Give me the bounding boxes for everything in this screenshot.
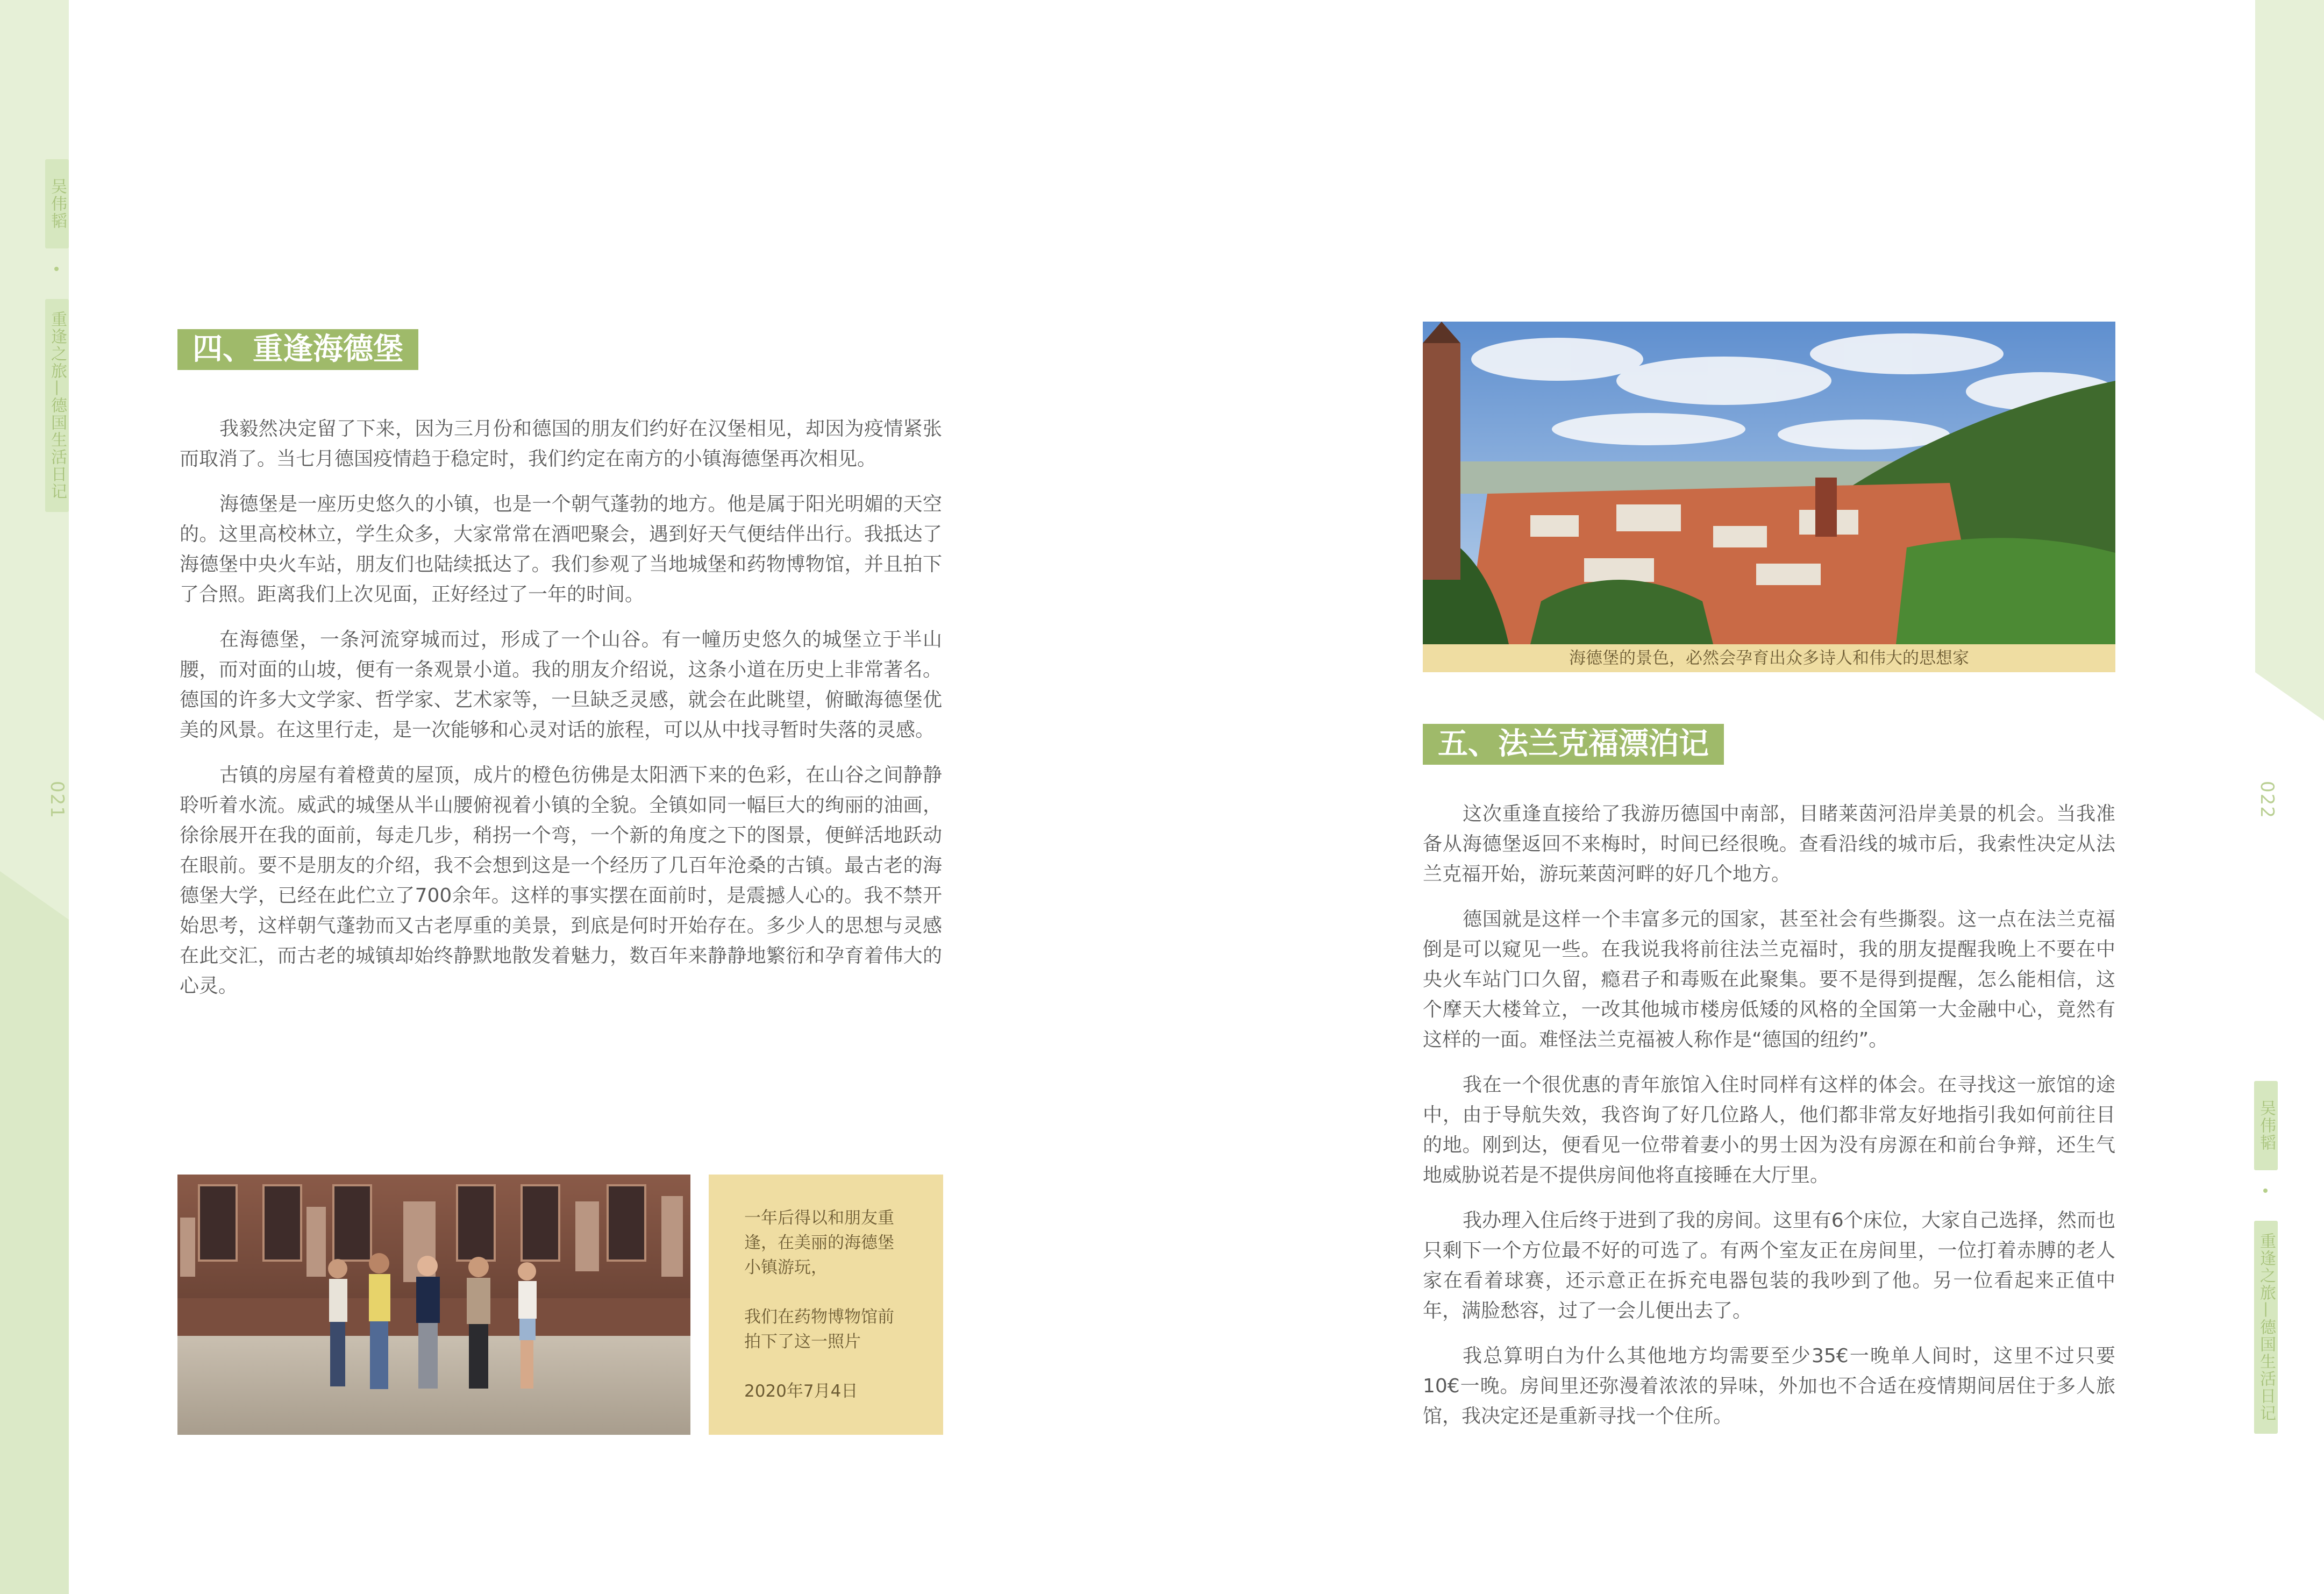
paragraph: 在海德堡，一条河流穿城而过，形成了一个山谷。有一幢历史悠久的城堡立于半山腰，而对面的山坡，便有一条观景小道。我的朋友介绍说，这条小道在历史上非常著名。德国的许多大文学家、哲学家、艺术家等，一旦缺乏灵感，就会在此眺望，俯瞰海德堡优美的风景。在这里行走，是一次能够和心灵对话的旅程，可以从中找寻暂时失落的灵感。 (180, 629, 942, 741)
note-line: 逢，在美丽的海德堡 (744, 1233, 894, 1253)
paragraph: 我总算明白为什么其他地方均需要至少35€一晚单人间时，这里不过只要10€一晚。房间里还弥漫着浓浓的异味，外加也不合适在疫情期间居住于多人旅馆，我决定还是重新寻找一个住所。 (1423, 1345, 2115, 1427)
side-tab-book-right: 重逢之旅—德国生活日记 (2254, 1221, 2278, 1434)
page-number-right: 022 (2256, 781, 2278, 819)
section-heading-heidelberg: 四、重逢海德堡 (177, 329, 418, 370)
note-date: 2020年7月4日 (744, 1382, 858, 1401)
paragraph: 我在一个很优惠的青年旅馆入住时同样有这样的体会。在寻找这一旅馆的途中，由于导航失效，我咨询了好几位路人，他们都非常友好地指引我如何前往目的地。刚到达，便看见一位带着妻小的男士因为没有房源在和前台争辩，还生气地威胁说若是不提供房间他将直接睡在大厅里。 (1423, 1074, 2115, 1186)
section-heading-frankfurt: 五、法兰克福漂泊记 (1423, 724, 1724, 765)
group-photo (177, 1175, 690, 1435)
paragraph: 德国就是这样一个丰富多元的国家，甚至社会有些撕裂。这一点在法兰克福倒是可以窥见一些。在我说我将前往法兰克福时，我的朋友提醒我晚上不要在中央火车站门口久留，瘾君子和毒贩在此聚集。要不是得到提醒，怎么能相信，这个摩天大楼耸立，一改其他城市楼房低矮的风格的全国第一大金融中心，竟然有这样的一面。难怪法兰克福被人称作是“德国的纽约”。 (1423, 908, 2115, 1051)
side-tab-book-left: 重逢之旅—德国生活日记 (45, 299, 69, 512)
note-line: 我们在药物博物馆前 (744, 1307, 894, 1327)
heidelberg-landscape-photo (1423, 322, 2115, 644)
note-line: 一年后得以和朋友重 (744, 1208, 894, 1228)
side-tab-dot-right (2263, 1189, 2268, 1193)
side-tab-author-left: 吴伟韬 (45, 159, 69, 248)
right-body-text (1423, 799, 2115, 1447)
paragraph: 这次重逢直接给了我游历德国中南部，目睹莱茵河沿岸美景的机会。当我准备从海德堡返回不来梅时，时间已经很晚。查看沿线的城市后，我索性决定从法兰克福开始，游玩莱茵河畔的好几个地方。 (1423, 803, 2115, 885)
paragraph: 古镇的房屋有着橙黄的屋顶，成片的橙色彷佛是太阳洒下来的色彩，在山谷之间静静聆听着水流。威武的城堡从半山腰俯视着小镇的全貌。全镇如同一幅巨大的绚丽的油画，徐徐展开在我的面前，每走几步，稍拐一个弯，一个新的角度之下的图景，便鲜活地跃动在眼前。要不是朋友的介绍，我不会想到这是一个经历了几百年沧桑的古镇。最古老的海德堡大学，已经在此伫立了700余年。这样的事实摆在面前时，是震撼人心的。我不禁开始思考，这样朝气蓬勃而又古老厚重的美景，到底是何时开始存在。多少人的思想与灵感在此交汇，而古老的城镇却始终静默地散发着魅力，数百年来静静地繁衍和孕育着伟大的心灵。 (180, 764, 942, 997)
left-margin-wedge (0, 871, 69, 1594)
side-tab-author-right: 吴伟韬 (2254, 1081, 2278, 1170)
paragraph: 我办理入住后终于进到了我的房间。这里有6个床位，大家自己选择，然而也只剩下一个方位最不好的可选了。有两个室友正在房间里，一位打着赤膊的老人家在看着球赛，还示意正在拆充电器包装的我吵到了他。另一位看起来正值中年，满脸愁容，过了一会儿便出去了。 (1423, 1209, 2115, 1322)
paragraph: 我毅然决定留了下来，因为三月份和德国的朋友们约好在汉堡相见，却因为疫情紧张而取消了。当七月德国疫情趋于稳定时，我们约定在南方的小镇海德堡再次相见。 (180, 418, 942, 470)
photo-caption: 海德堡的景色，必然会孕育出众多诗人和伟大的思想家 (1423, 644, 2115, 672)
photo-note-box (709, 1175, 943, 1435)
side-tab-dot-left (54, 267, 59, 271)
note-line: 拍下了这一照片 (744, 1332, 861, 1351)
note-line: 小镇游玩， (744, 1258, 828, 1277)
left-body-text (180, 414, 942, 1016)
paragraph: 海德堡是一座历史悠久的小镇，也是一个朝气蓬勃的地方。他是属于阳光明媚的天空的。这里高校林立，学生众多，大家常常在酒吧聚会，遇到好天气便结伴出行。我抵达了海德堡中央火车站，朋友们也陆续抵达了。我们参观了当地城堡和药物博物馆，并且拍下了合照。距离我们上次见面，正好经过了一年的时间。 (180, 493, 942, 606)
page-number-left: 021 (46, 781, 68, 819)
